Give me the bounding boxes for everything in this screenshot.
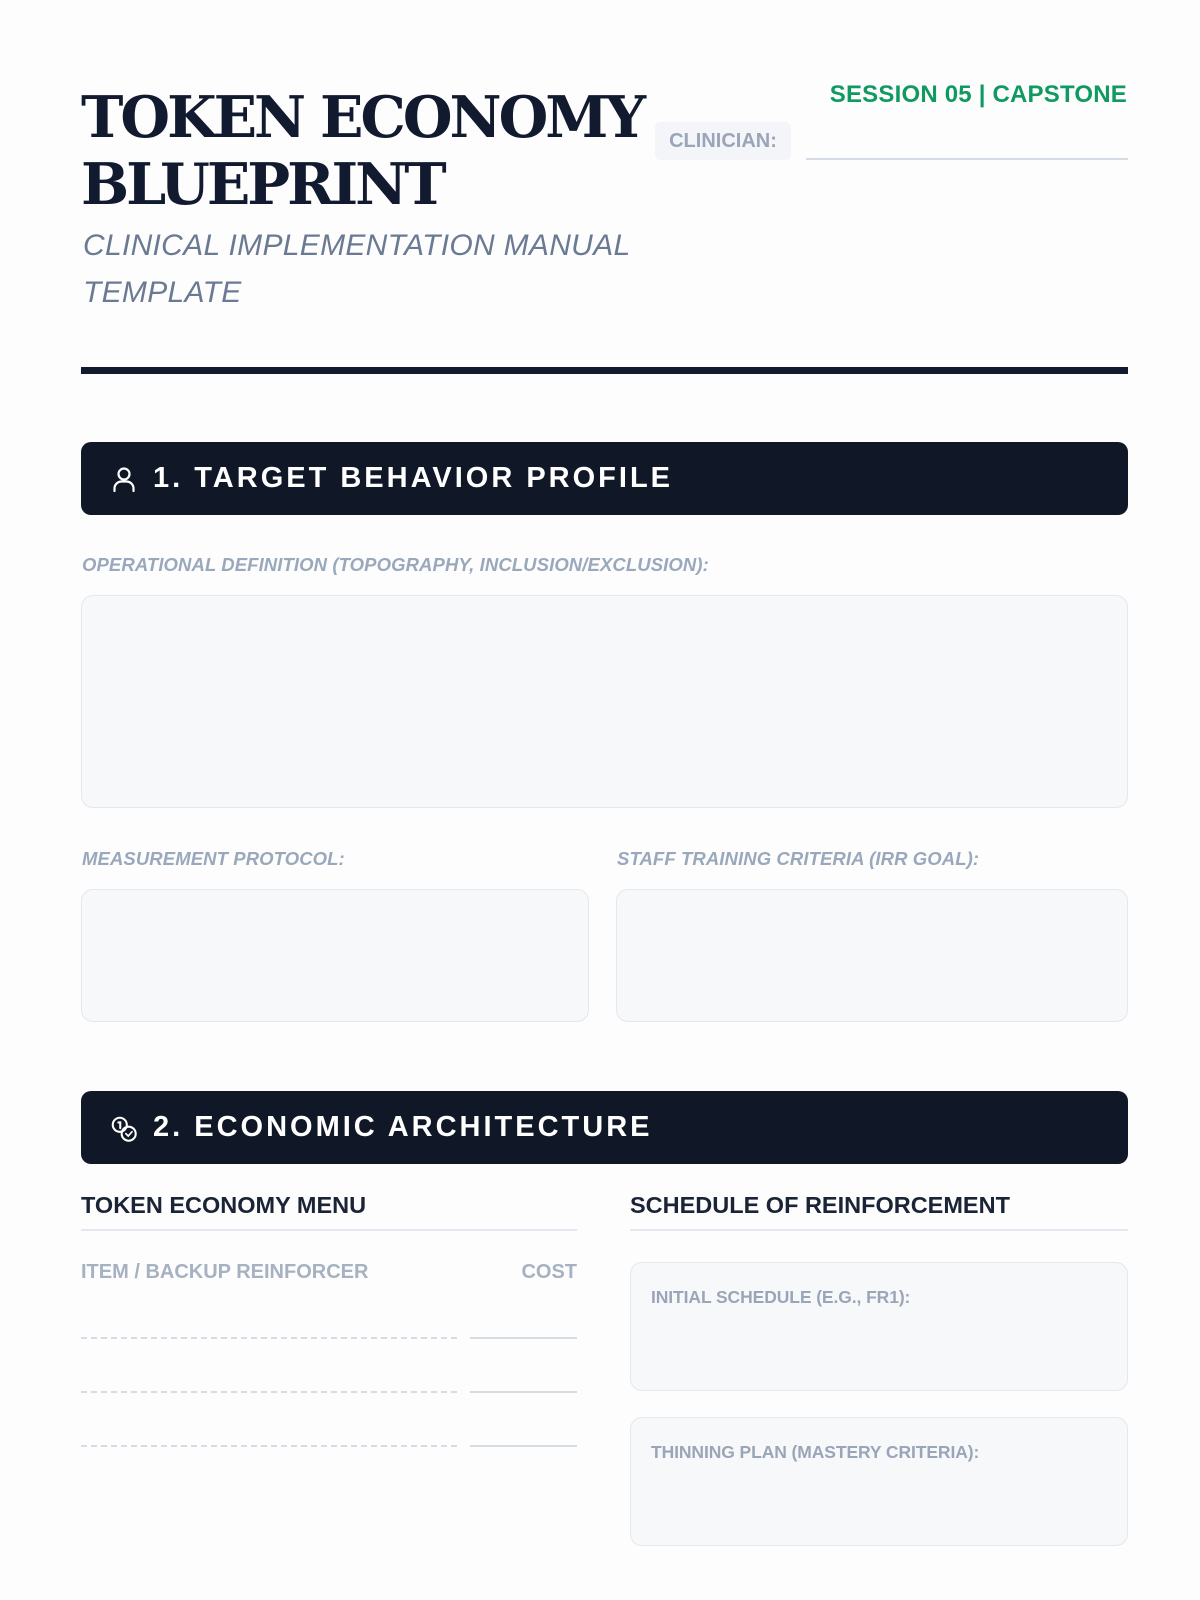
initial-schedule-field[interactable]	[630, 1262, 1128, 1391]
subtitle-line-2: TEMPLATE	[83, 276, 242, 309]
schedule-heading: SCHEDULE OF REINFORCEMENT	[630, 1192, 1128, 1231]
menu-item-field[interactable]	[81, 1337, 457, 1339]
document-title	[81, 84, 661, 218]
operational-definition-label: OPERATIONAL DEFINITION (TOPOGRAPHY, INCLUSION/EXCLUSION):	[82, 554, 709, 575]
menu-cost-field[interactable]	[470, 1445, 577, 1447]
measurement-protocol-label: MEASUREMENT PROTOCOL:	[82, 848, 345, 869]
token-menu-heading: TOKEN ECONOMY MENU	[81, 1192, 577, 1231]
menu-col-cost: COST	[521, 1261, 577, 1283]
clinician-label: CLINICIAN:	[655, 122, 791, 160]
session-label: SESSION 05 | CAPSTONE	[829, 81, 1127, 108]
section-2-header	[81, 1091, 1128, 1164]
section-2-title: 2. ECONOMIC ARCHITECTURE	[153, 1111, 653, 1143]
measurement-protocol-field[interactable]	[81, 889, 589, 1022]
title-line-2: BLUEPRINT	[81, 151, 444, 218]
menu-item-field[interactable]	[81, 1391, 457, 1393]
menu-cost-field[interactable]	[470, 1391, 577, 1393]
staff-training-label: STAFF TRAINING CRITERIA (IRR GOAL):	[617, 848, 980, 869]
document-subtitle	[83, 222, 683, 316]
menu-item-field[interactable]	[81, 1445, 457, 1447]
operational-definition-field[interactable]	[81, 595, 1128, 808]
thinning-plan-field[interactable]	[630, 1417, 1128, 1546]
title-line-1: TOKEN ECONOMY	[81, 84, 644, 151]
initial-schedule-label: INITIAL SCHEDULE (E.G., FR1):	[651, 1287, 911, 1307]
menu-col-item: ITEM / BACKUP REINFORCER	[81, 1261, 369, 1283]
coins-icon	[109, 1113, 139, 1143]
user-icon	[109, 464, 139, 494]
section-1-title: 1. TARGET BEHAVIOR PROFILE	[153, 462, 674, 494]
staff-training-field[interactable]	[616, 889, 1128, 1022]
thinning-plan-label: THINNING PLAN (MASTERY CRITERIA):	[651, 1442, 980, 1462]
menu-cost-field[interactable]	[470, 1337, 577, 1339]
subtitle-line-1: CLINICAL IMPLEMENTATION MANUAL	[83, 229, 631, 262]
clinician-field[interactable]	[806, 158, 1128, 160]
section-1-header	[81, 442, 1128, 515]
header-divider	[81, 367, 1128, 374]
